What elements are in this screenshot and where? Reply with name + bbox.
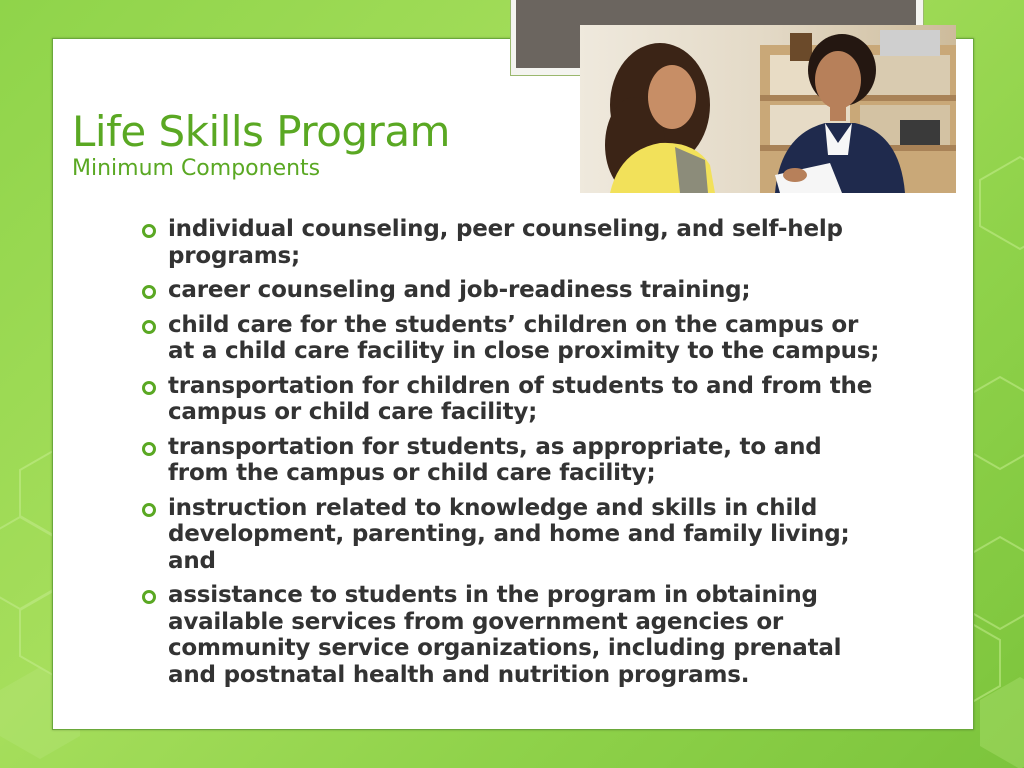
- bullet-text: transportation for students, as appropriate, to and from the campus or child care facility;: [168, 433, 822, 486]
- list-item: [140, 434, 880, 487]
- bullet-text: career counseling and job-readiness training;: [168, 277, 751, 303]
- circle-bullet-icon: [142, 224, 156, 238]
- counseling-photo-illustration: [580, 25, 956, 193]
- bullet-text: individual counseling, peer counseling, and self-help programs;: [168, 216, 843, 269]
- title-block: [72, 106, 450, 182]
- list-item: [140, 373, 880, 426]
- bullet-text: instruction related to knowledge and skills in child development, parenting, and home and family living; and: [168, 494, 850, 574]
- counseling-photo: [580, 25, 956, 193]
- list-item: [140, 495, 880, 575]
- circle-bullet-icon: [142, 590, 156, 604]
- circle-bullet-icon: [142, 503, 156, 517]
- circle-bullet-icon: [142, 442, 156, 456]
- circle-bullet-icon: [142, 320, 156, 334]
- list-item: [140, 312, 880, 365]
- slide-subtitle: Minimum Components: [72, 156, 321, 181]
- circle-bullet-icon: [142, 285, 156, 299]
- list-item: [140, 277, 880, 304]
- bullet-text: child care for the students’ children on the campus or at a child care facility in close proximity to the campus;: [168, 311, 880, 364]
- bullet-list: [140, 216, 880, 696]
- circle-bullet-icon: [142, 381, 156, 395]
- slide-title: Life Skills Program: [72, 107, 450, 156]
- bullet-text: assistance to students in the program in obtaining available services from government agencies or community service organizations, including prenatal and postnatal health and nutrition programs.: [168, 582, 842, 688]
- list-item: [140, 582, 880, 688]
- bullet-text: transportation for children of students to and from the campus or child care facility;: [168, 372, 873, 425]
- list-item: [140, 216, 880, 269]
